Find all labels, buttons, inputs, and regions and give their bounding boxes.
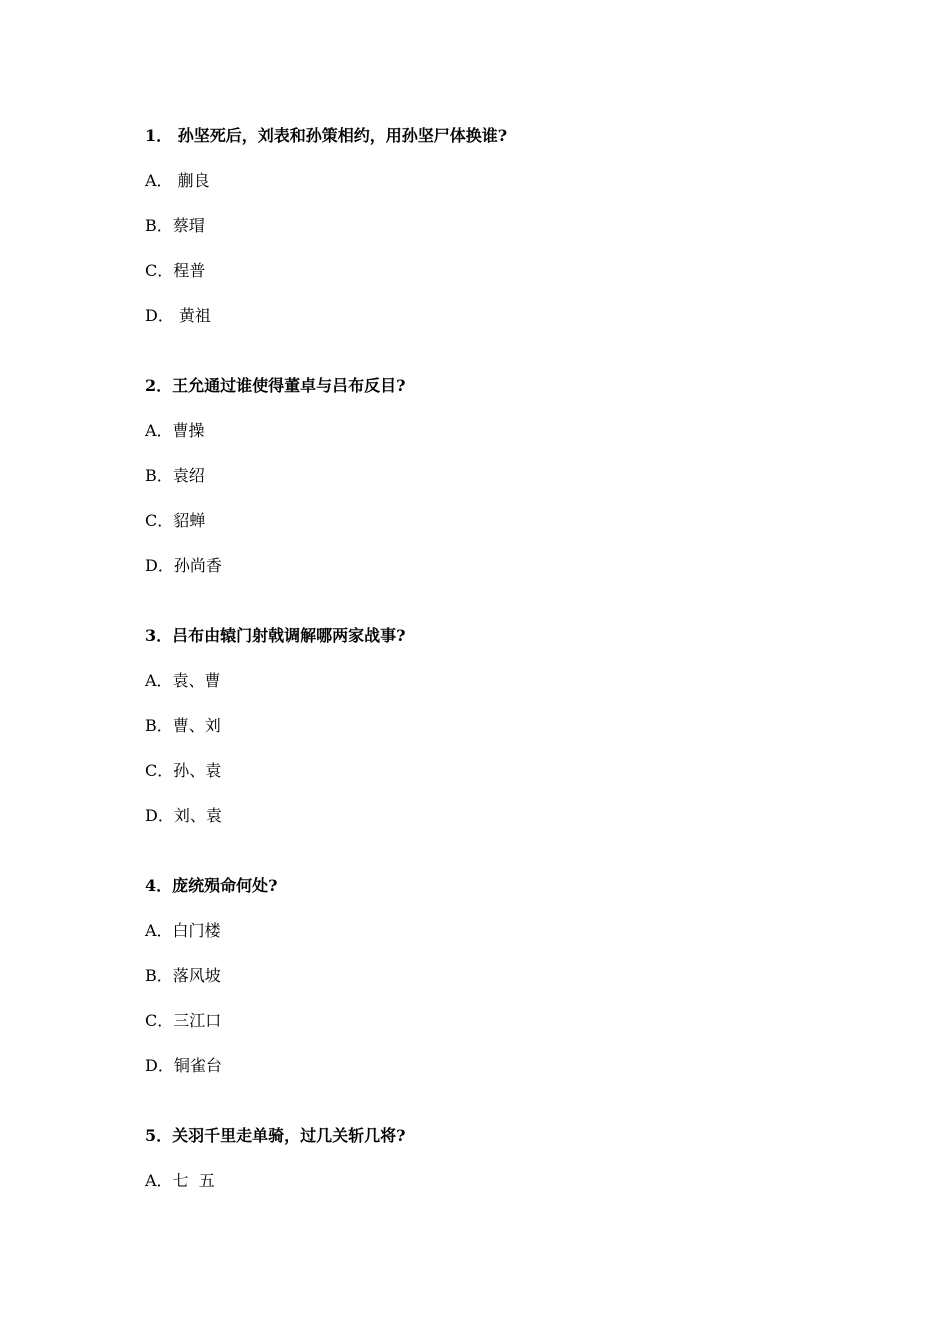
question-2-option-d: D．孙尚香 xyxy=(145,556,222,575)
question-4-option-a: A．白门楼 xyxy=(145,921,221,940)
question-3-option-c: C．孙、袁 xyxy=(145,761,222,780)
question-4-text: 4．庞统殒命何处? xyxy=(145,876,278,895)
question-2-option-c: C．貂蝉 xyxy=(145,511,206,530)
question-2-option-a: A．曹操 xyxy=(145,421,205,440)
question-3-text: 3．吕布由辕门射戟调解哪两家战事? xyxy=(145,626,406,645)
question-1-option-a: A． 蒯良 xyxy=(145,171,210,190)
question-2-text: 2．王允通过谁使得董卓与吕布反目? xyxy=(145,376,406,395)
question-5-text: 5．关羽千里走单骑，过几关斩几将? xyxy=(145,1126,406,1145)
question-1-option-d: D． 黄祖 xyxy=(145,306,211,325)
question-3-option-a: A．袁、曹 xyxy=(145,671,221,690)
question-1-option-b: B．蔡瑁 xyxy=(145,216,205,235)
question-5-option-a: A．七 五 xyxy=(145,1171,215,1190)
question-1-option-c: C．程普 xyxy=(145,261,206,280)
question-3-option-d: D．刘、袁 xyxy=(145,806,222,825)
question-3-option-b: B．曹、刘 xyxy=(145,716,221,735)
question-4-option-c: C．三江口 xyxy=(145,1011,222,1030)
question-1-text: 1． 孙坚死后，刘表和孙策相约，用孙坚尸体换谁? xyxy=(145,126,508,145)
question-2-option-b: B．袁绍 xyxy=(145,466,205,485)
question-4-option-d: D．铜雀台 xyxy=(145,1056,222,1075)
question-4-option-b: B．落风坡 xyxy=(145,966,221,985)
